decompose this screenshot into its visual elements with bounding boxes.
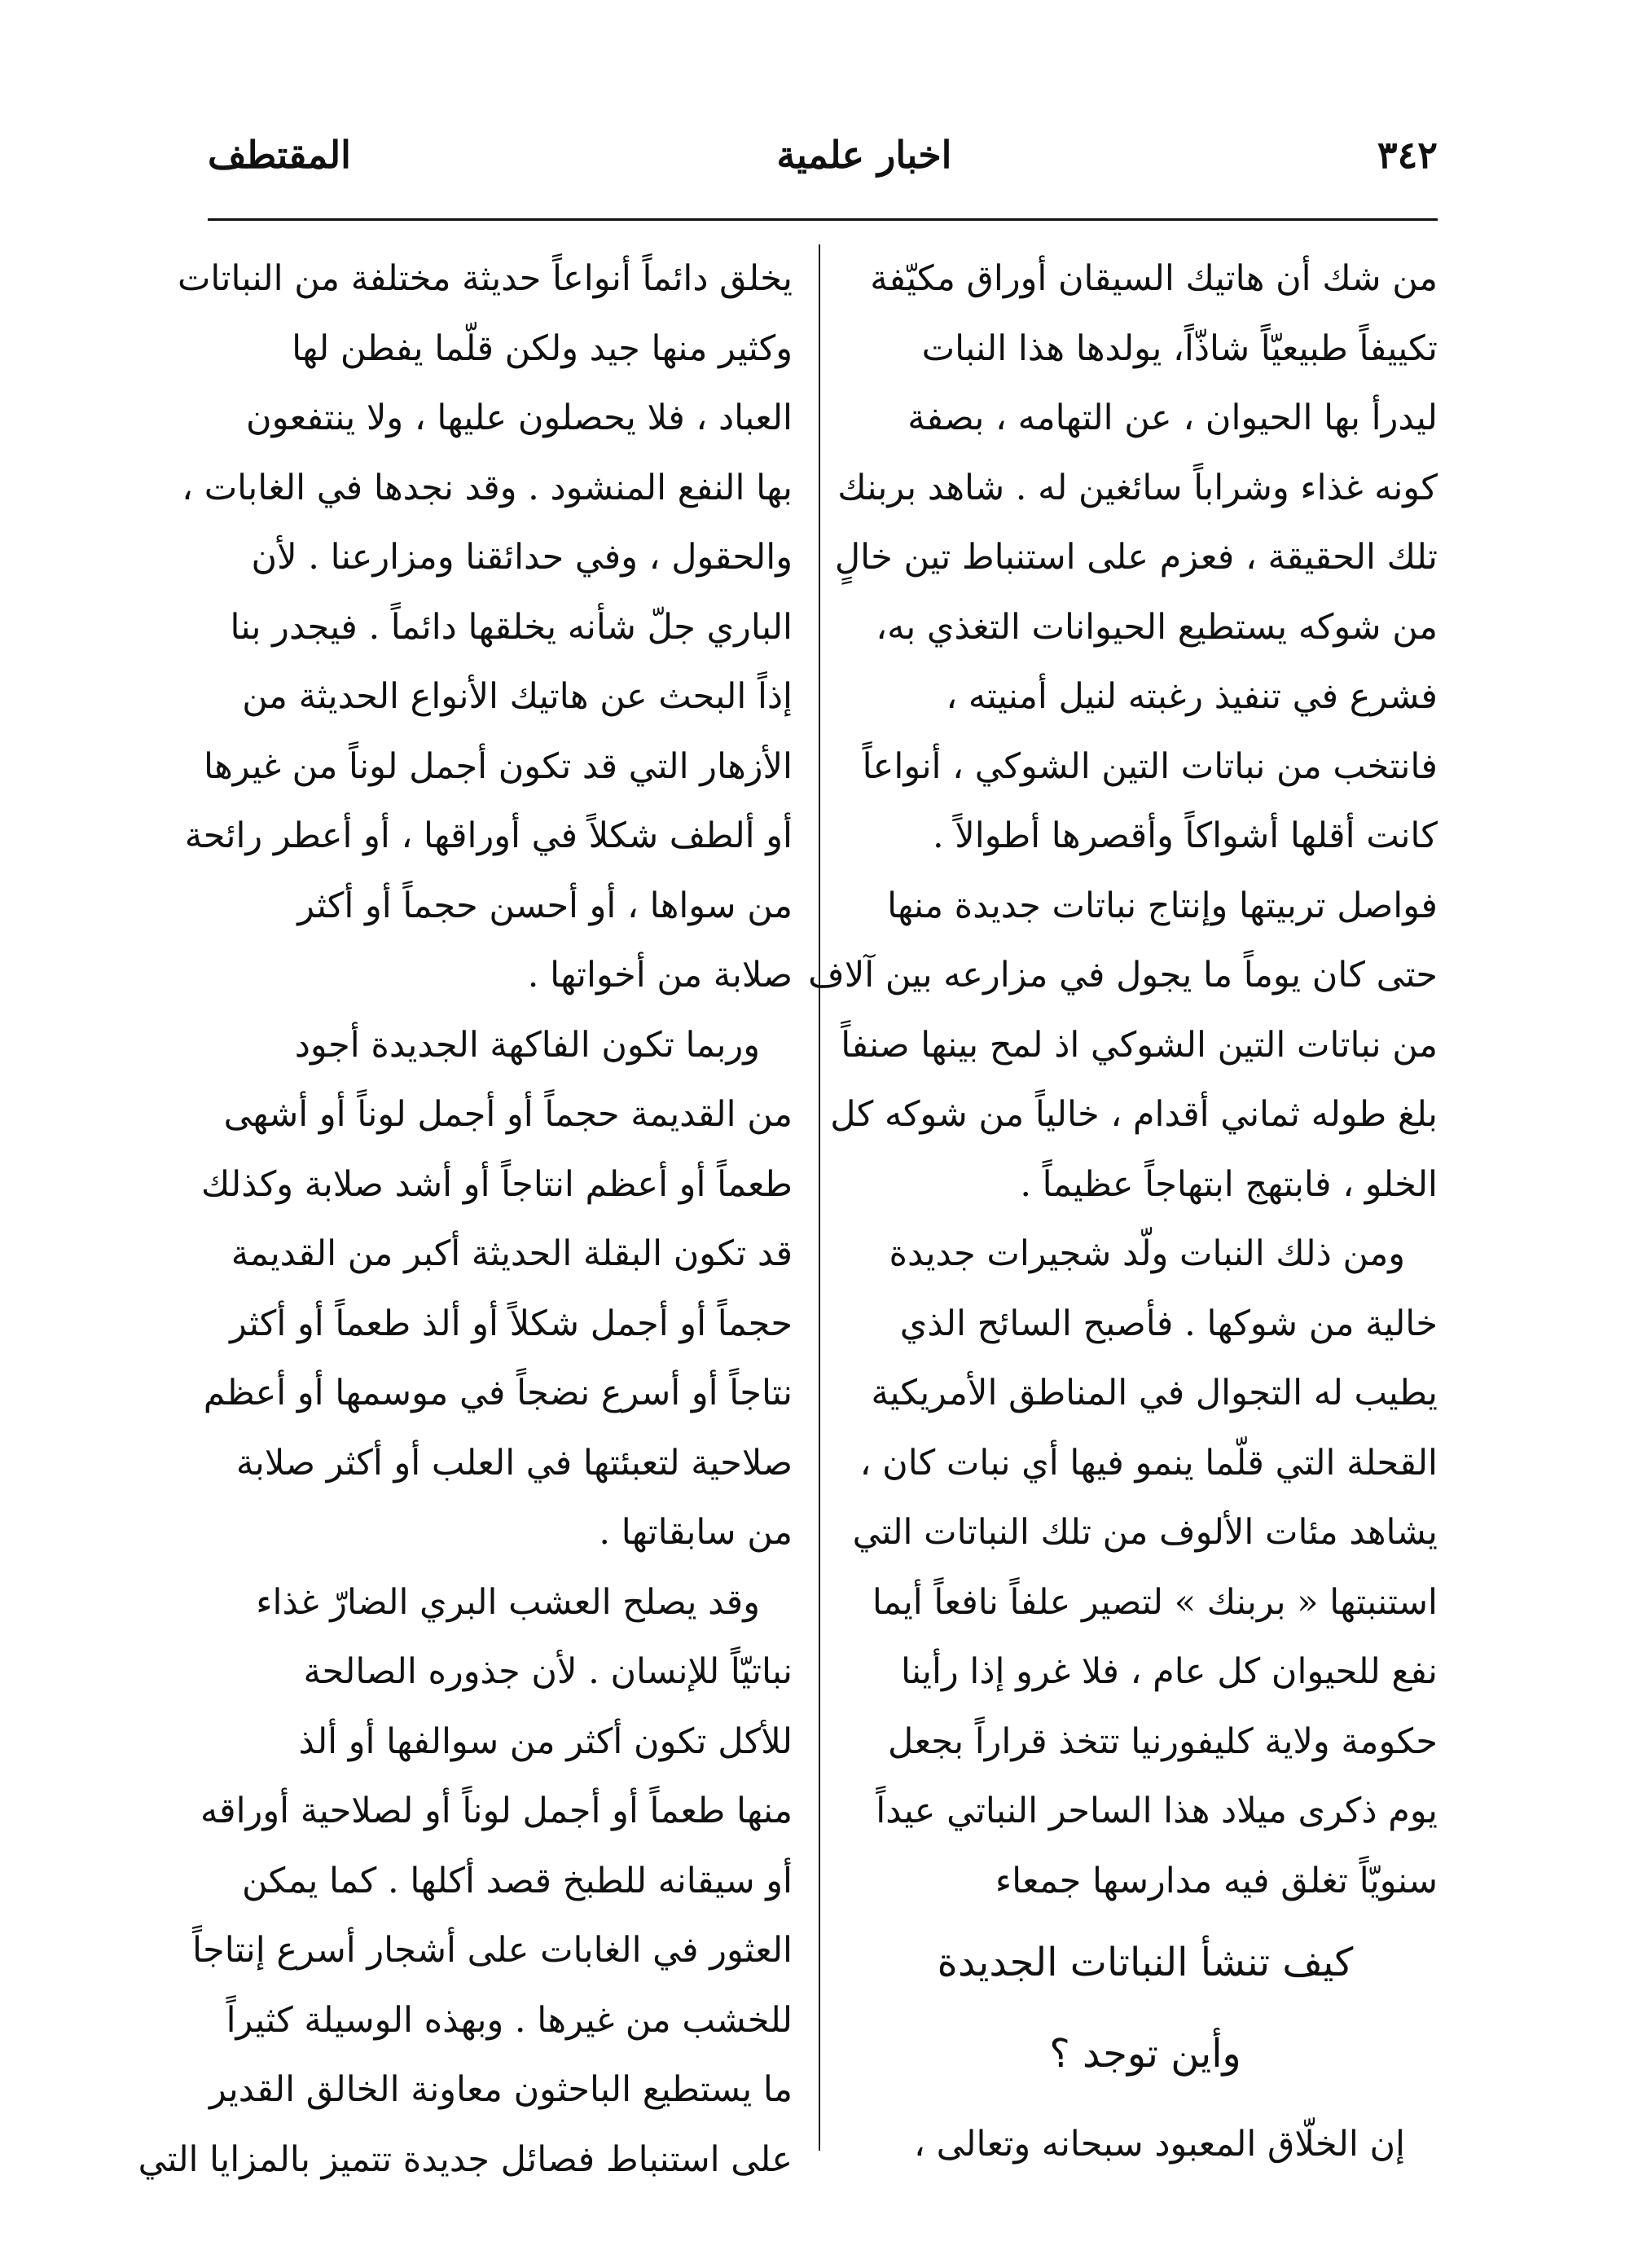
subheading: كيف تنشأ النباتات الجديدة (937, 1940, 1354, 1985)
subheading-question: وأين توجد ؟ (1049, 2031, 1241, 2077)
text-line: للخشب من غيرها . وبهذه الوسيلة كثيراً (226, 1999, 793, 2041)
text-line: فانتخب من نباتات التين الشوكي ، أنواعاً (862, 745, 1438, 787)
text-line: نتاجاً أو أسرع نضجاً في موسمها أو أعظم (203, 1373, 793, 1413)
text-line: من شوكه يستطيع الحيوانات التغذي به، (876, 606, 1438, 648)
text-line: يطيب له التجوال في المناطق الأمريكية (871, 1373, 1438, 1413)
text-line: ليدرأ بها الحيوان ، عن التهامه ، بصفة (907, 398, 1438, 438)
text-line: وكثير منها جيد ولكن قلّما يفطن لها (292, 327, 793, 369)
text-line: وقد يصلح العشب البري الضارّ غذاء (256, 1581, 760, 1623)
text-line: حجماً أو أجمل شكلاً أو ألذ طعماً أو أكثر (230, 1303, 793, 1344)
text-line: سنويّاً تغلق فيه مدارسها جمعاء (995, 1860, 1438, 1901)
text-line: طعماً أو أعظم انتاجاً أو أشد صلابة وكذلك (200, 1163, 793, 1205)
text-line: إن الخلّاق المعبود سبحانه وتعالى ، (914, 2124, 1405, 2165)
text-line: بلغ طوله ثماني أقدام ، خالياً من شوكه كل (830, 1094, 1438, 1135)
page-number: ٣٤٢ (1377, 133, 1438, 177)
header-rule (208, 218, 1438, 221)
text-line: قد تكون البقلة الحديثة أكبر من القديمة (231, 1233, 793, 1274)
text-line: فشرع في تنفيذ رغبته لنيل أمنيته ، (946, 676, 1438, 717)
text-line: القحلة التي قلّما ينمو فيها أي نبات كان ، (859, 1442, 1438, 1483)
right-column (808, 244, 1438, 2190)
text-line: حتى كان يوماً ما يجول في مزارعه بين آلاف (808, 955, 1438, 996)
text-line: منها طعماً أو أجمل لوناً أو لصلاحية أوراقه (200, 1791, 793, 1831)
text-line: كونه غذاء وشراباً سائغين له . شاهد بربنك (837, 467, 1438, 508)
column-divider (819, 244, 820, 2151)
text-line: نفع للحيوان كل عام ، فلا غرو إذا رأينا (900, 1651, 1438, 1692)
text-line: يوم ذكرى ميلاد هذا الساحر النباتي عيداً (876, 1791, 1438, 1831)
text-line: من سابقاتها . (599, 1512, 793, 1553)
text-line: ما يستطيع الباحثون معاونة الخالق القدير (209, 2069, 793, 2110)
text-line: للأكل تكون أكثر من سوالفها أو ألذ (298, 1721, 793, 1762)
text-line: إذاً البحث عن هاتيك الأنواع الحديثة من (242, 676, 793, 717)
journal-name: المقتطف (208, 133, 351, 177)
text-line: بها النفع المنشود . وقد نجدها في الغابات ، (182, 467, 793, 508)
text-line: والحقول ، وفي حدائقنا ومزارعنا . لأن (251, 537, 793, 578)
text-line: أو ألطف شكلاً في أوراقها ، أو أعطر رائحة (184, 815, 793, 856)
text-line: من نباتات التين الشوكي اذ لمح بينها صنفاً (841, 1024, 1438, 1066)
text-line: خالية من شوكها . فأصبح السائح الذي (899, 1303, 1438, 1344)
text-line: تلك الحقيقة ، فعزم على استنباط تين خالٍ (834, 537, 1438, 578)
running-head (208, 122, 1438, 187)
text-line: الباري جلّ شأنه يخلقها دائماً . فيجدر بنا (230, 606, 793, 648)
text-line: صلاحية لتعبئتها في العلب أو أكثر صلابة (235, 1442, 793, 1483)
text-line: الأزهار التي قد تكون أجمل لوناً من غيرها (203, 745, 793, 787)
text-line: كانت أقلها أشواكاً وأقصرها أطوالاً . (932, 815, 1438, 856)
text-line: من شك أن هاتيك السيقان أوراق مكيّفة (870, 258, 1438, 299)
text-line: استنبتها « بربنك » لتصير علفاً نافعاً أيما (872, 1581, 1438, 1623)
text-line: ومن ذلك النبات ولّد شجيرات جديدة (889, 1233, 1405, 1274)
left-column (138, 244, 793, 2195)
text-line: يشاهد مئات الألوف من تلك النباتات التي (852, 1512, 1438, 1553)
text-line: العباد ، فلا يحصلون عليها ، ولا ينتفعون (246, 398, 793, 438)
text-line: يخلق دائماً أنواعاً حديثة مختلفة من النباتات (177, 258, 793, 299)
text-line: صلابة من أخواتها . (527, 955, 793, 996)
text-line: حكومة ولاية كليفورنيا تتخذ قراراً بجعل (888, 1721, 1438, 1762)
text-line: أو سيقانه للطبخ قصد أكلها . كما يمكن (241, 1860, 793, 1901)
text-line: العثور في الغابات على أشجار أسرع إنتاجاً (192, 1930, 793, 1971)
text-line: تكييفاً طبيعيّاً شاذّاً، يولدها هذا النبات (921, 327, 1438, 369)
text-line: الخلو ، فابتهج ابتهاجاً عظيماً . (1020, 1163, 1438, 1205)
text-line: من سواها ، أو أحسن حجماً أو أكثر (297, 885, 793, 926)
text-line: وربما تكون الفاكهة الجديدة أجود (294, 1024, 760, 1066)
text-line: فواصل تربيتها وإنتاج نباتات جديدة منها (887, 885, 1438, 926)
text-line: نباتيّاً للإنسان . لأن جذوره الصالحة (303, 1651, 793, 1692)
text-line: على استنباط فصائل جديدة تتميز بالمزايا التي (138, 2138, 793, 2180)
text-line: من القديمة حجماً أو أجمل لوناً أو أشهى (223, 1094, 793, 1135)
section-title: اخبار علمية (776, 133, 952, 177)
